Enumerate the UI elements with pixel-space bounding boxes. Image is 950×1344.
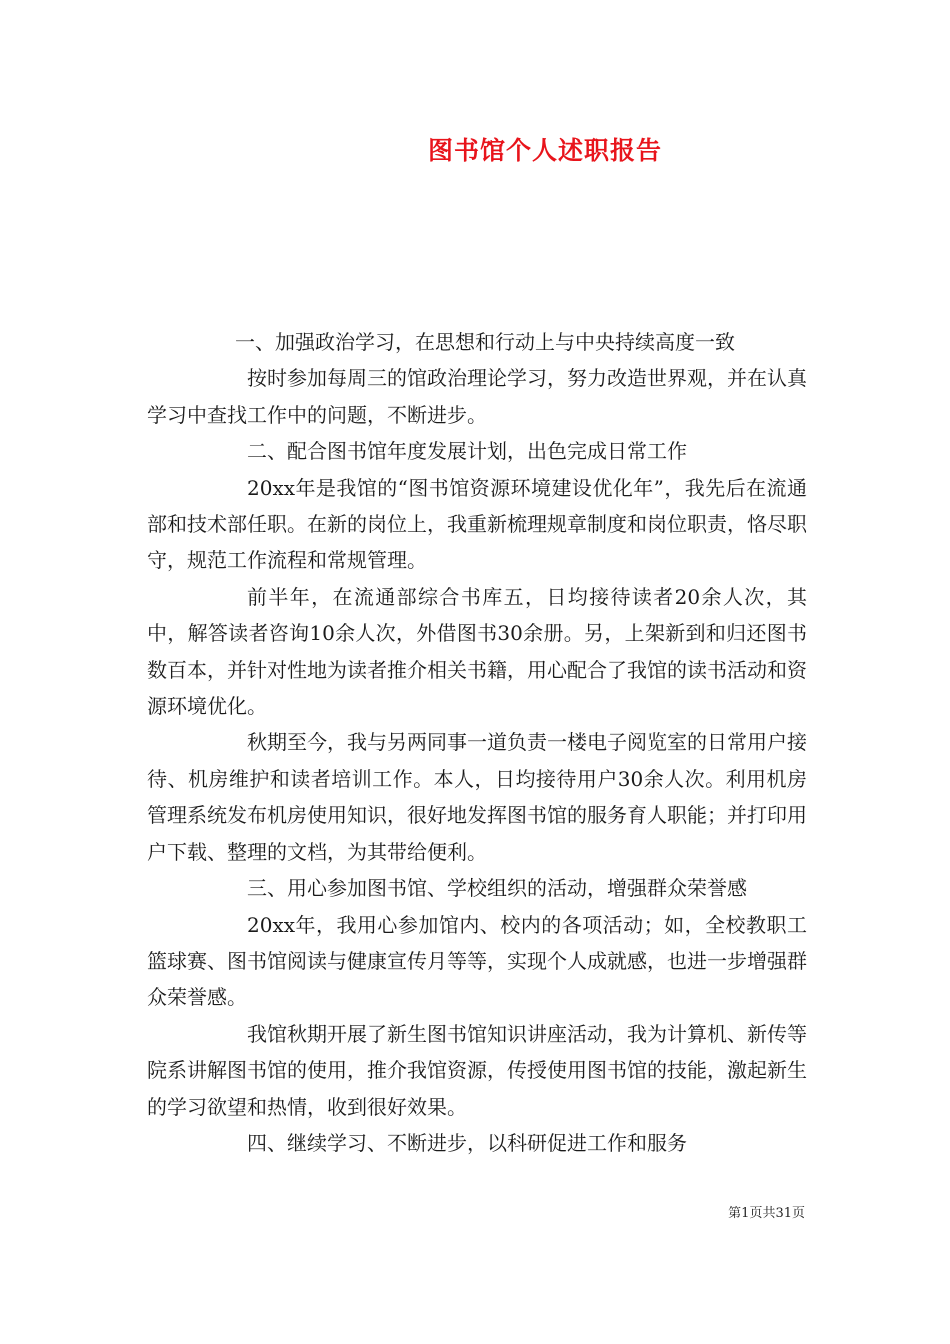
document-body <box>147 324 807 1161</box>
paragraph-4: 秋期至今，我与另两同事一道负责一楼电子阅览室的日常用户接待、机房维护和读者培训工作。本人，日均接待用户30余人次。利用机房管理系统发布机房使用知识，很好地发挥图书馆的服务育人职能；并打印用户下载、整理的文档，为其带给便利。 <box>147 730 807 864</box>
page-footer: 第1页共31页 <box>728 1206 805 1221</box>
paragraph-3: 前半年，在流通部综合书库五，日均接待读者20余人次，其中，解答读者咨询10余人次，外借图书30余册。另，上架新到和归还图书数百本，并针对性地为读者推介相关书籍，用心配合了我馆的读书活动和资源环境优化。 <box>147 584 807 719</box>
paragraph-6: 我馆秋期开展了新生图书馆知识讲座活动，我为计算机、新传等院系讲解图书馆的使用，推介我馆资源，传授使用图书馆的技能，激起新生的学习欲望和热情，收到很好效果。 <box>147 1021 807 1119</box>
paragraph-2: 20xx年是我馆的“图书馆资源环境建设优化年”，我先后在流通部和技术部任职。在新的岗位上，我重新梳理规章制度和岗位职责，恪尽职守，规范工作流程和常规管理。 <box>147 475 807 573</box>
paragraph-5: 20xx年，我用心参加馆内、校内的各项活动；如，全校教职工篮球赛、图书馆阅读与健康宣传月等等，实现个人成就感，也进一步增强群众荣誉感。 <box>147 912 807 1010</box>
section-heading-1: 一、加强政治学习，在思想和行动上与中央持续高度一致 <box>235 330 735 354</box>
page-title: 图书馆个人述职报告 <box>427 136 662 165</box>
section-heading-2: 二、配合图书馆年度发展计划，出色完成日常工作 <box>247 439 687 464</box>
section-heading-3: 三、用心参加图书馆、学校组织的活动，增强群众荣誉感 <box>247 876 747 901</box>
section-heading-4: 四、继续学习、不断进步，以科研促进工作和服务 <box>247 1130 687 1155</box>
paragraph-1: 按时参加每周三的馆政治理论学习，努力改造世界观，并在认真学习中查找工作中的问题，不断进步。 <box>147 366 807 427</box>
